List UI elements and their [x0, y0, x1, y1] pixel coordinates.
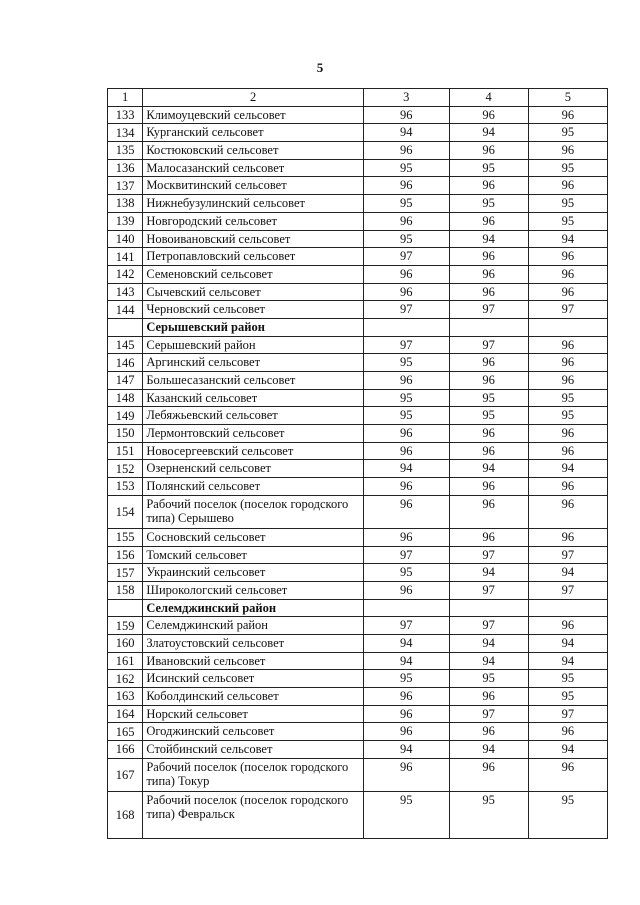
row-value-col3: 97 — [363, 336, 449, 354]
table-row — [108, 528, 608, 546]
row-value-col3: 95 — [363, 230, 449, 248]
row-name: Новосергеевский сельсовет — [143, 442, 364, 460]
row-value-col5: 95 — [528, 159, 607, 177]
row-value-col5: 94 — [528, 564, 607, 582]
row-value-col5: 96 — [528, 495, 607, 528]
row-value-col3: 94 — [363, 124, 449, 142]
table-row — [108, 142, 608, 160]
row-value-col5: 95 — [528, 407, 607, 425]
row-value-col5: 96 — [528, 425, 607, 443]
row-value-col5 — [528, 599, 607, 617]
table-row — [108, 741, 608, 759]
row-value-col3: 95 — [363, 354, 449, 372]
row-value-col4 — [449, 318, 528, 336]
row-number — [108, 599, 143, 617]
row-value-col4: 97 — [449, 617, 528, 635]
row-name: Черновский сельсовет — [143, 301, 364, 319]
table-row — [108, 564, 608, 582]
table-row — [108, 265, 608, 283]
row-value-col5: 96 — [528, 177, 607, 195]
row-value-col3: 96 — [363, 177, 449, 195]
row-value-col3: 95 — [363, 564, 449, 582]
row-value-col3: 96 — [363, 283, 449, 301]
row-value-col5: 96 — [528, 354, 607, 372]
row-value-col3: 95 — [363, 791, 449, 838]
row-name: Новоивановский сельсовет — [143, 230, 364, 248]
table-row — [108, 791, 608, 838]
row-value-col3: 96 — [363, 265, 449, 283]
row-name: Новгородский сельсовет — [143, 212, 364, 230]
row-value-col4: 96 — [449, 212, 528, 230]
row-value-col5: 96 — [528, 106, 607, 124]
row-value-col4: 94 — [449, 652, 528, 670]
row-value-col5: 97 — [528, 581, 607, 599]
row-value-col3: 96 — [363, 142, 449, 160]
row-name: Огоджинский сельсовет — [143, 723, 364, 741]
table-row — [108, 634, 608, 652]
row-name: Рабочий поселок (поселок городского типа) Февральск — [143, 791, 364, 838]
row-value-col3: 96 — [363, 688, 449, 706]
row-name: Украинский сельсовет — [143, 564, 364, 582]
row-number: 145 — [108, 336, 143, 354]
row-number: 146 — [108, 354, 143, 372]
row-name: Селемджинский район — [143, 599, 364, 617]
row-number: 166 — [108, 741, 143, 759]
row-value-col4: 96 — [449, 142, 528, 160]
row-value-col4: 94 — [449, 741, 528, 759]
table-row — [108, 195, 608, 213]
row-number: 135 — [108, 142, 143, 160]
row-value-col3: 95 — [363, 407, 449, 425]
row-value-col4: 95 — [449, 389, 528, 407]
table-row — [108, 442, 608, 460]
row-name: Стойбинский сельсовет — [143, 741, 364, 759]
row-value-col4: 95 — [449, 670, 528, 688]
row-number: 157 — [108, 564, 143, 582]
row-value-col3: 94 — [363, 460, 449, 478]
row-value-col5: 94 — [528, 634, 607, 652]
row-name: Малосазанский сельсовет — [143, 159, 364, 177]
table-row — [108, 301, 608, 319]
row-value-col3: 95 — [363, 670, 449, 688]
table-row — [108, 478, 608, 496]
row-value-col3: 96 — [363, 723, 449, 741]
table-row — [108, 212, 608, 230]
row-value-col3: 97 — [363, 248, 449, 266]
table-row — [108, 723, 608, 741]
row-value-col3: 94 — [363, 652, 449, 670]
row-value-col5: 96 — [528, 617, 607, 635]
row-name: Серышевский район — [143, 336, 364, 354]
row-name: Рабочий поселок (поселок городского типа) Токур — [143, 758, 364, 791]
header-cell-1: 1 — [108, 89, 143, 107]
row-value-col3: 96 — [363, 372, 449, 390]
row-value-col4: 96 — [449, 758, 528, 791]
row-value-col4: 96 — [449, 442, 528, 460]
page-number: 5 — [316, 60, 324, 75]
row-value-col4: 96 — [449, 688, 528, 706]
table-row — [108, 124, 608, 142]
row-number: 163 — [108, 688, 143, 706]
row-value-col3: 96 — [363, 106, 449, 124]
header-cell-4: 4 — [449, 89, 528, 107]
row-value-col3: 94 — [363, 634, 449, 652]
row-value-col5: 95 — [528, 195, 607, 213]
table-row — [108, 230, 608, 248]
row-number — [108, 318, 143, 336]
row-value-col4: 96 — [449, 372, 528, 390]
row-number: 167 — [108, 758, 143, 791]
header-cell-5: 5 — [528, 89, 607, 107]
row-value-col3: 95 — [363, 195, 449, 213]
row-value-col3: 96 — [363, 425, 449, 443]
row-number: 150 — [108, 425, 143, 443]
row-value-col3: 97 — [363, 301, 449, 319]
row-value-col4: 95 — [449, 195, 528, 213]
row-value-col5: 96 — [528, 248, 607, 266]
row-name: Полянский сельсовет — [143, 478, 364, 496]
row-number: 136 — [108, 159, 143, 177]
row-value-col4: 97 — [449, 705, 528, 723]
table-row — [108, 705, 608, 723]
table-row — [108, 581, 608, 599]
row-number: 141 — [108, 248, 143, 266]
row-value-col4: 96 — [449, 265, 528, 283]
row-value-col4: 96 — [449, 354, 528, 372]
row-number: 140 — [108, 230, 143, 248]
data-table — [107, 88, 608, 839]
row-name: Сычевский сельсовет — [143, 283, 364, 301]
row-value-col4: 94 — [449, 124, 528, 142]
row-name: Лебяжьевский сельсовет — [143, 407, 364, 425]
row-value-col4: 94 — [449, 230, 528, 248]
row-number: 162 — [108, 670, 143, 688]
table-row — [108, 354, 608, 372]
row-value-col4: 96 — [449, 723, 528, 741]
table-row — [108, 617, 608, 635]
row-name: Курганский сельсовет — [143, 124, 364, 142]
row-value-col3: 96 — [363, 212, 449, 230]
row-value-col3: 97 — [363, 617, 449, 635]
row-name: Ивановский сельсовет — [143, 652, 364, 670]
row-value-col5: 96 — [528, 336, 607, 354]
row-name: Златоустовский сельсовет — [143, 634, 364, 652]
table-row — [108, 425, 608, 443]
header-cell-3: 3 — [363, 89, 449, 107]
row-value-col3 — [363, 318, 449, 336]
row-name: Казанский сельсовет — [143, 389, 364, 407]
table-row — [108, 283, 608, 301]
table-header-row — [108, 89, 608, 107]
row-value-col4: 95 — [449, 159, 528, 177]
row-value-col4: 96 — [449, 528, 528, 546]
row-name: Костюковский сельсовет — [143, 142, 364, 160]
row-value-col3: 96 — [363, 528, 449, 546]
row-value-col4: 95 — [449, 791, 528, 838]
row-value-col4: 97 — [449, 301, 528, 319]
row-value-col4: 94 — [449, 634, 528, 652]
row-value-col5: 97 — [528, 301, 607, 319]
row-value-col5: 95 — [528, 688, 607, 706]
row-value-col4: 95 — [449, 407, 528, 425]
row-number: 152 — [108, 460, 143, 478]
row-number: 155 — [108, 528, 143, 546]
table-row — [108, 407, 608, 425]
row-value-col5: 95 — [528, 670, 607, 688]
row-name: Большесазанский сельсовет — [143, 372, 364, 390]
row-value-col4: 96 — [449, 495, 528, 528]
row-value-col5: 95 — [528, 124, 607, 142]
row-number: 164 — [108, 705, 143, 723]
row-value-col3: 95 — [363, 389, 449, 407]
row-number: 133 — [108, 106, 143, 124]
row-value-col3: 95 — [363, 159, 449, 177]
row-number: 158 — [108, 581, 143, 599]
row-number: 160 — [108, 634, 143, 652]
row-number: 154 — [108, 495, 143, 528]
row-value-col4: 94 — [449, 564, 528, 582]
row-value-col4 — [449, 599, 528, 617]
table-row — [108, 460, 608, 478]
row-value-col5: 96 — [528, 142, 607, 160]
row-value-col5: 95 — [528, 791, 607, 838]
table-row — [108, 758, 608, 791]
row-name: Москвитинский сельсовет — [143, 177, 364, 195]
row-value-col3: 96 — [363, 442, 449, 460]
row-value-col4: 96 — [449, 248, 528, 266]
row-number: 144 — [108, 301, 143, 319]
row-value-col3: 97 — [363, 546, 449, 564]
row-name: Коболдинский сельсовет — [143, 688, 364, 706]
row-value-col3: 96 — [363, 758, 449, 791]
row-name: Селемджинский район — [143, 617, 364, 635]
row-name: Климоуцевский сельсовет — [143, 106, 364, 124]
table-row — [108, 389, 608, 407]
row-value-col3: 96 — [363, 705, 449, 723]
row-value-col5 — [528, 318, 607, 336]
row-name: Томский сельсовет — [143, 546, 364, 564]
row-value-col5: 94 — [528, 741, 607, 759]
row-value-col4: 96 — [449, 283, 528, 301]
row-name: Озерненский сельсовет — [143, 460, 364, 478]
row-value-col5: 96 — [528, 758, 607, 791]
table-row — [108, 177, 608, 195]
row-number: 147 — [108, 372, 143, 390]
row-value-col5: 96 — [528, 265, 607, 283]
row-name: Лермонтовский сельсовет — [143, 425, 364, 443]
section-row — [108, 599, 608, 617]
row-name: Рабочий поселок (поселок городского типа) Серышево — [143, 495, 364, 528]
row-value-col5: 97 — [528, 546, 607, 564]
row-number: 161 — [108, 652, 143, 670]
row-name: Семеновский сельсовет — [143, 265, 364, 283]
row-value-col4: 96 — [449, 106, 528, 124]
row-value-col5: 95 — [528, 212, 607, 230]
row-value-col4: 94 — [449, 460, 528, 478]
row-value-col5: 96 — [528, 372, 607, 390]
row-number: 151 — [108, 442, 143, 460]
row-number: 159 — [108, 617, 143, 635]
table-row — [108, 248, 608, 266]
row-value-col3 — [363, 599, 449, 617]
row-value-col3: 96 — [363, 495, 449, 528]
row-value-col5: 94 — [528, 652, 607, 670]
table-row — [108, 688, 608, 706]
row-value-col5: 97 — [528, 705, 607, 723]
table-row — [108, 336, 608, 354]
header-cell-2: 2 — [143, 89, 364, 107]
row-number: 148 — [108, 389, 143, 407]
row-number: 149 — [108, 407, 143, 425]
row-name: Сосновский сельсовет — [143, 528, 364, 546]
row-number: 168 — [108, 791, 143, 838]
row-value-col3: 96 — [363, 478, 449, 496]
row-value-col3: 96 — [363, 581, 449, 599]
row-value-col5: 95 — [528, 389, 607, 407]
row-value-col4: 96 — [449, 478, 528, 496]
row-name: Аргинский сельсовет — [143, 354, 364, 372]
row-value-col4: 96 — [449, 177, 528, 195]
row-value-col4: 96 — [449, 425, 528, 443]
section-row — [108, 318, 608, 336]
row-value-col5: 94 — [528, 230, 607, 248]
row-value-col4: 97 — [449, 336, 528, 354]
row-value-col5: 94 — [528, 460, 607, 478]
row-name: Петропавловский сельсовет — [143, 248, 364, 266]
row-value-col5: 96 — [528, 528, 607, 546]
row-name: Широкологский сельсовет — [143, 581, 364, 599]
table-row — [108, 159, 608, 177]
row-name: Исинский сельсовет — [143, 670, 364, 688]
row-number: 143 — [108, 283, 143, 301]
row-value-col5: 96 — [528, 283, 607, 301]
row-value-col3: 94 — [363, 741, 449, 759]
row-value-col4: 97 — [449, 546, 528, 564]
table-row — [108, 372, 608, 390]
table-row — [108, 106, 608, 124]
row-name: Нижнебузулинский сельсовет — [143, 195, 364, 213]
row-value-col5: 96 — [528, 442, 607, 460]
row-name: Норский сельсовет — [143, 705, 364, 723]
row-number: 137 — [108, 177, 143, 195]
row-number: 156 — [108, 546, 143, 564]
row-value-col4: 97 — [449, 581, 528, 599]
row-value-col5: 96 — [528, 478, 607, 496]
table-row — [108, 495, 608, 528]
row-number: 165 — [108, 723, 143, 741]
row-number: 139 — [108, 212, 143, 230]
table-row — [108, 652, 608, 670]
row-number: 134 — [108, 124, 143, 142]
table-row — [108, 546, 608, 564]
row-number: 142 — [108, 265, 143, 283]
table-row — [108, 670, 608, 688]
row-number: 153 — [108, 478, 143, 496]
row-value-col5: 96 — [528, 723, 607, 741]
row-name: Серышевский район — [143, 318, 364, 336]
row-number: 138 — [108, 195, 143, 213]
